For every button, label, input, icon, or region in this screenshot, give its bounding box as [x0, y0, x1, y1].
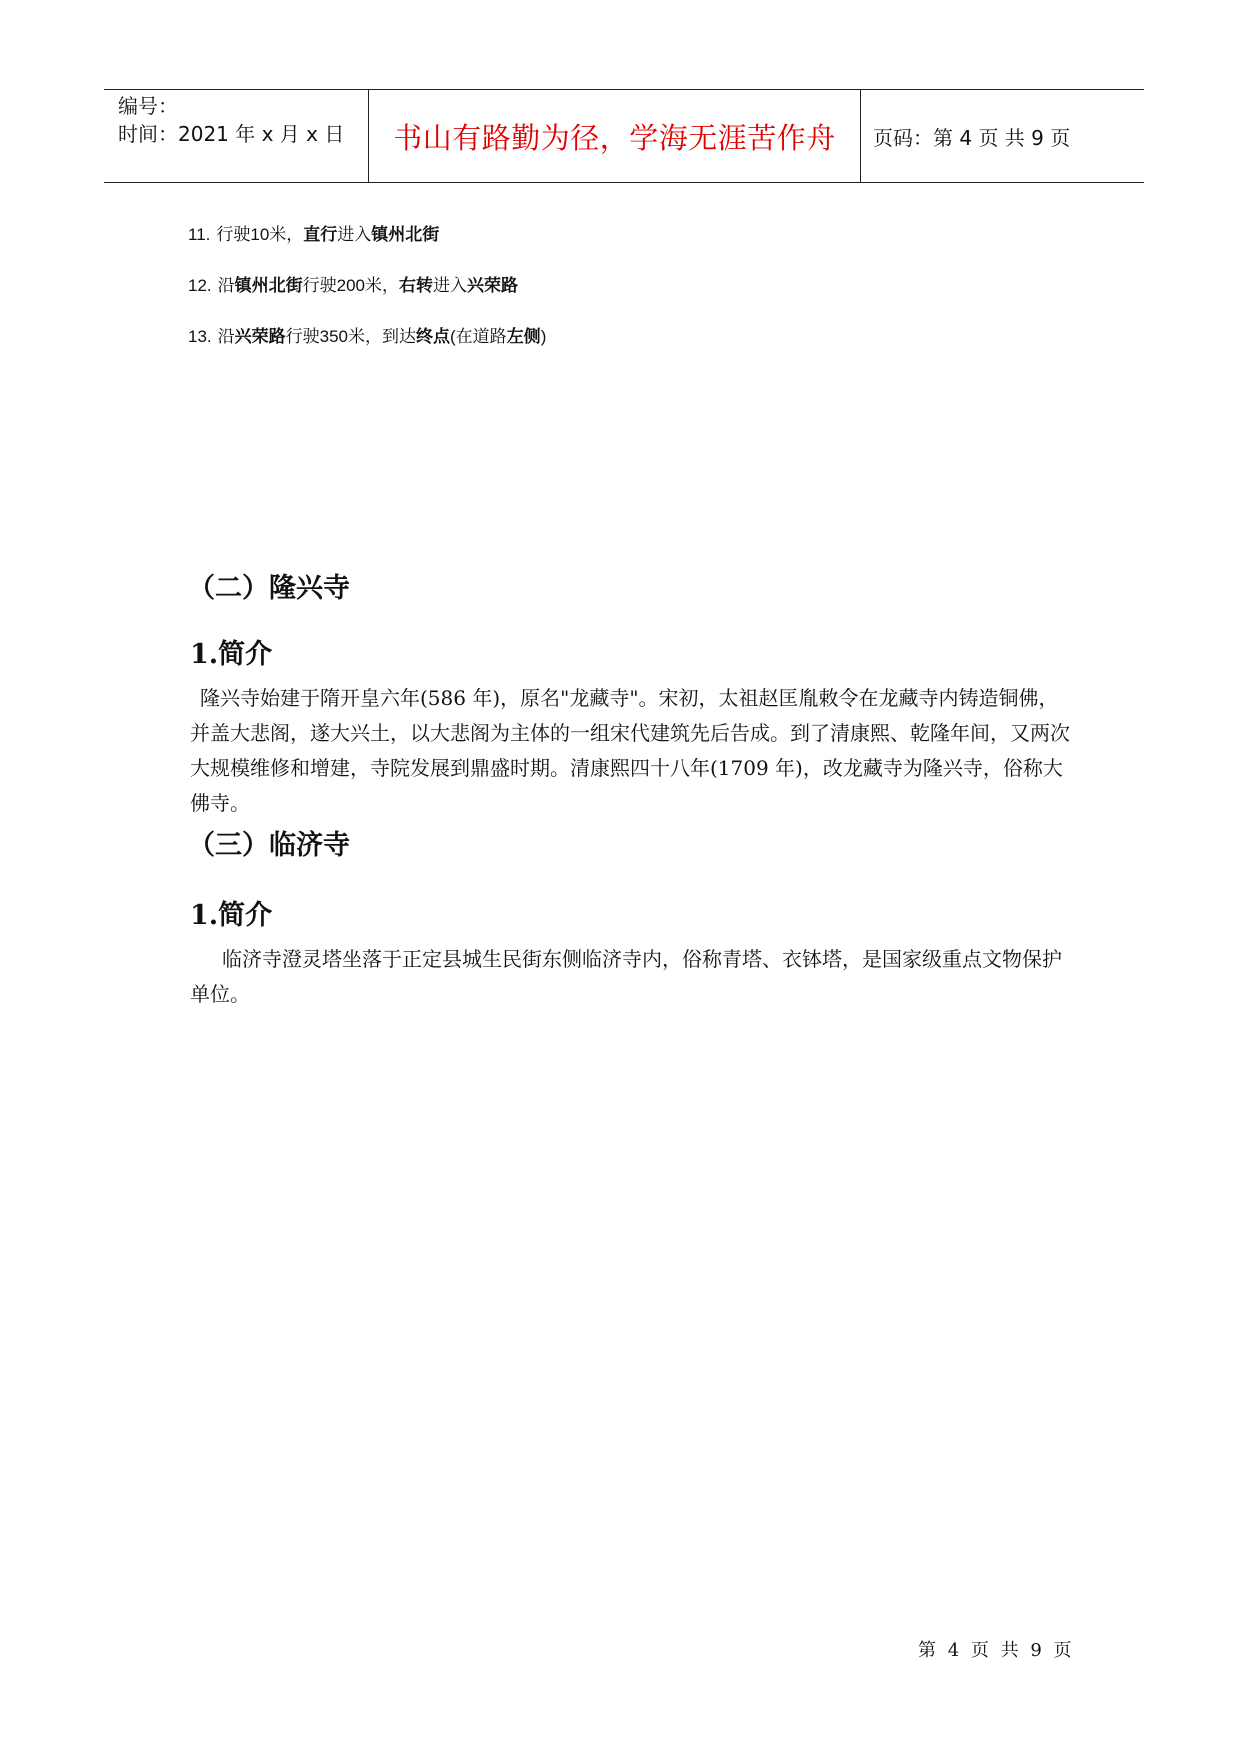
route-step-text: 行驶10米，	[216, 225, 304, 244]
header-page-label: 页码：第 4 页 共 9 页	[873, 125, 1071, 150]
route-step-text: 沿	[217, 276, 235, 295]
route-step-number: 11.	[188, 225, 211, 244]
route-step-keyword: 左侧	[506, 327, 541, 346]
route-step-number: 13.	[188, 327, 212, 346]
page-footer: 第 4 页 共 9 页	[918, 1640, 1072, 1661]
route-step-text: 行驶200米，	[302, 276, 400, 295]
route-step	[188, 271, 546, 296]
route-steps-list	[188, 220, 546, 373]
route-step-keyword: 终点	[416, 327, 451, 346]
route-step-text: 进入	[433, 276, 468, 295]
section-subtitle-intro: 1.简介	[190, 900, 273, 931]
section-title-linji-temple: （三）临济寺	[188, 830, 350, 861]
route-step-keyword: 兴荣路	[467, 276, 519, 295]
route-step	[188, 322, 546, 347]
header-motto: 书山有路勤为径，学海无涯苦作舟	[369, 90, 861, 182]
route-step-text: 进入	[337, 225, 372, 244]
page-header	[104, 89, 1144, 183]
route-step-text: 行驶350米，到达	[285, 327, 417, 346]
route-step-keyword: 直行	[303, 225, 338, 244]
route-step-number: 12.	[188, 276, 212, 295]
document-number-label: 编号：	[118, 94, 178, 118]
route-step-text: 沿	[217, 327, 235, 346]
route-step-keyword: 镇州北街	[234, 276, 303, 295]
route-step	[188, 220, 546, 245]
route-step-keyword: 镇州北街	[371, 225, 440, 244]
route-step-text: )	[540, 327, 547, 346]
route-step-text: (在道路	[450, 327, 507, 346]
section-paragraph-longxing: 隆兴寺始建于隋开皇六年(586 年)，原名"龙藏寺"。宋初，太祖赵匡胤敕令在龙藏寺内铸造铜佛，并盖大悲阁，遂大兴土，以大悲阁为主体的一组宋代建筑先后告成。到了清康熙、乾隆年间，又两次大规模维修和增建，寺院发展到鼎盛时期。清康熙四十八年(1709 年)，改龙藏寺为隆兴寺，俗称大佛寺。	[190, 686, 1070, 815]
section-paragraph-linji: 临济寺澄灵塔坐落于正定县城生民街东侧临济寺内，俗称青塔、衣钵塔，是国家级重点文物保护单位。	[190, 947, 1062, 1006]
header-meta	[104, 90, 369, 182]
section-subtitle-intro: 1.简介	[190, 639, 273, 670]
route-step-keyword: 右转	[399, 276, 434, 295]
document-time-label: 时间：2021 年 x 月 x 日	[118, 122, 345, 146]
section-title-longxing-temple: （二）隆兴寺	[188, 573, 350, 604]
route-step-keyword: 兴荣路	[234, 327, 286, 346]
